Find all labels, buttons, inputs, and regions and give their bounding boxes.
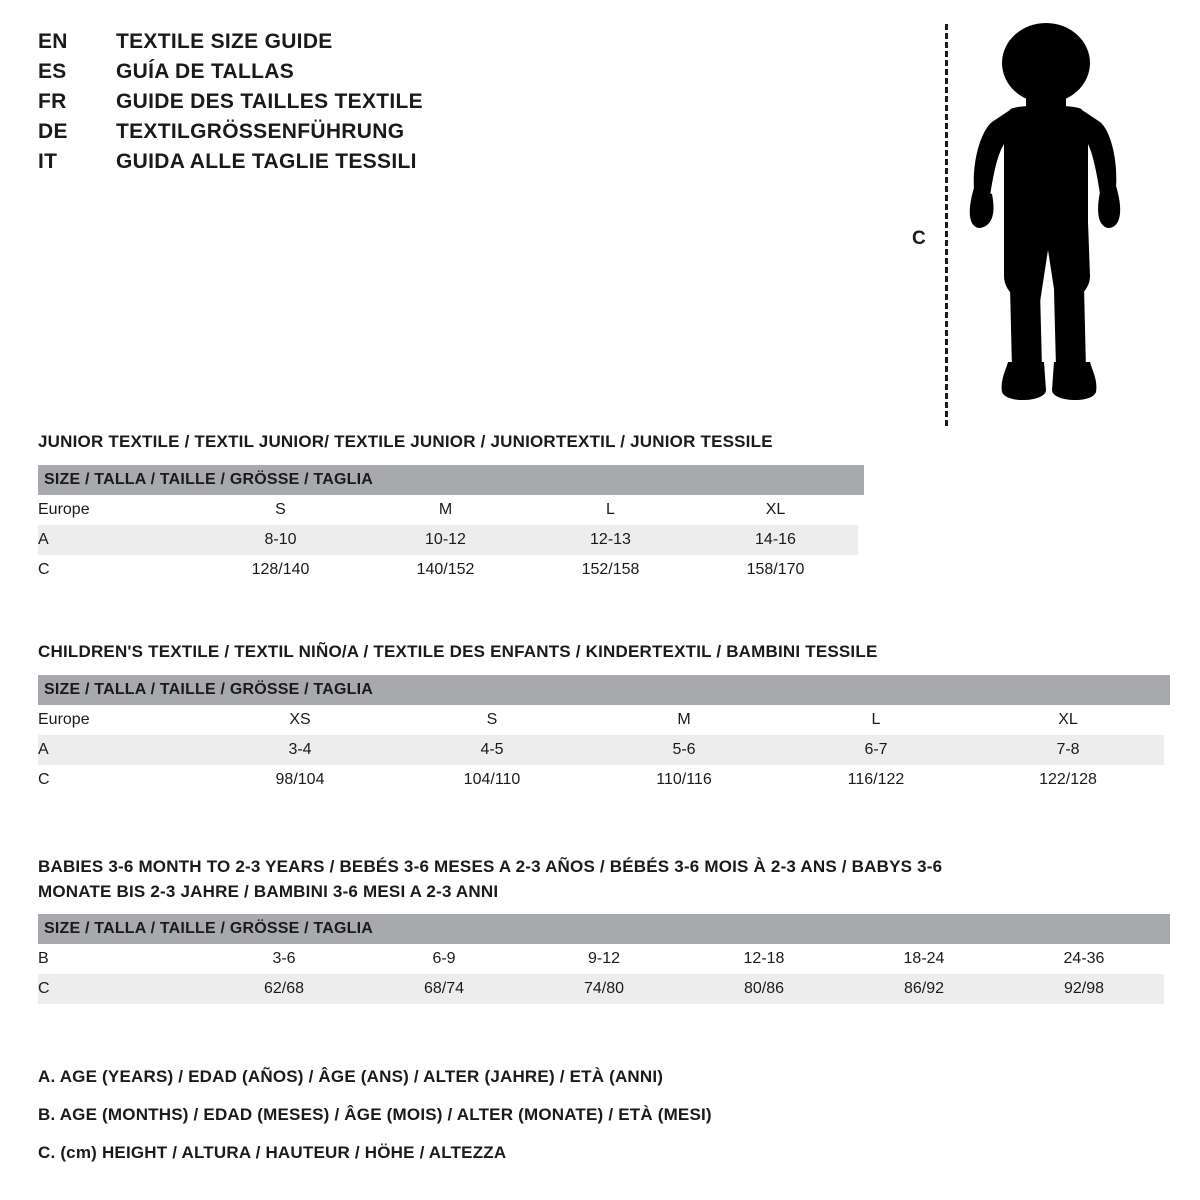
table-row xyxy=(38,555,858,585)
children-row-c-v4: 116/122 xyxy=(780,765,972,795)
junior-header-xl: XL xyxy=(693,495,858,525)
height-dashed-line xyxy=(945,24,948,426)
header-title-fr: GUIDE DES TAILLES TEXTILE xyxy=(116,90,423,113)
babies-row-b-v4: 12-18 xyxy=(684,944,844,974)
header-title-es: GUÍA DE TALLAS xyxy=(116,60,295,83)
babies-size-table xyxy=(38,944,1164,1004)
header-lang-en: EN xyxy=(38,30,68,53)
header-row xyxy=(38,60,598,84)
junior-row-a-v3: 12-13 xyxy=(528,525,693,555)
size-band-children: SIZE / TALLA / TAILLE / GRÖSSE / TAGLIA xyxy=(38,675,1170,705)
header-lang-es: ES xyxy=(38,60,67,83)
legend-line-c: C. (cm) HEIGHT / ALTURA / HAUTEUR / HÖHE / ALTEZZA xyxy=(38,1143,507,1162)
junior-row-c-v3: 152/158 xyxy=(528,555,693,585)
table-row xyxy=(38,705,1164,735)
table-row xyxy=(38,974,1164,1004)
size-band-junior: SIZE / TALLA / TAILLE / GRÖSSE / TAGLIA xyxy=(38,465,864,495)
section-title-babies: BABIES 3-6 MONTH TO 2-3 YEARS / BEBÉS 3-6 MESES A 2-3 AÑOS / BÉBÉS 3-6 MOIS À 2-3 ANS / BABYS 3-6 MONATE BIS 2-3 JAHRE / BAMBINI 3-6 MESI A 2-3 ANNI xyxy=(38,857,943,901)
babies-row-c-v2: 68/74 xyxy=(364,974,524,1004)
header-row xyxy=(38,120,598,144)
section-children-textile xyxy=(38,640,1164,795)
babies-row-c-v6: 92/98 xyxy=(1004,974,1164,1004)
babies-row-c-v1: 62/68 xyxy=(204,974,364,1004)
section-junior-textile xyxy=(38,430,1164,585)
children-row-c-key: C xyxy=(38,765,204,795)
table-row xyxy=(38,525,858,555)
babies-row-b-v1: 3-6 xyxy=(204,944,364,974)
header-row xyxy=(38,150,598,174)
babies-row-c-v3: 74/80 xyxy=(524,974,684,1004)
children-row-c-v5: 122/128 xyxy=(972,765,1164,795)
junior-row-a-v1: 8-10 xyxy=(198,525,363,555)
section-title-children: CHILDREN'S TEXTILE / TEXTIL NIÑO/A / TEXTILE DES ENFANTS / KINDERTEXTIL / BAMBINI TESSILE xyxy=(38,642,878,661)
babies-row-c-v4: 80/86 xyxy=(684,974,844,1004)
children-header-l: L xyxy=(780,705,972,735)
section-babies-textile xyxy=(38,855,1164,1004)
table-row xyxy=(38,735,1164,765)
babies-row-b-v3: 9-12 xyxy=(524,944,684,974)
children-header-xs: XS xyxy=(204,705,396,735)
legend-line-b: B. AGE (MONTHS) / EDAD (MESES) / ÂGE (MOIS) / ALTER (MONATE) / ETÀ (MESI) xyxy=(38,1105,712,1124)
children-row-a-v2: 4-5 xyxy=(396,735,588,765)
junior-size-table xyxy=(38,495,858,585)
junior-row-c-key: C xyxy=(38,555,198,585)
header-lang-de: DE xyxy=(38,120,68,143)
header-title-en: TEXTILE SIZE GUIDE xyxy=(116,30,333,53)
junior-header-key: Europe xyxy=(38,495,198,525)
size-band-babies: SIZE / TALLA / TAILLE / GRÖSSE / TAGLIA xyxy=(38,914,1170,944)
junior-row-c-v4: 158/170 xyxy=(693,555,858,585)
junior-row-c-v1: 128/140 xyxy=(198,555,363,585)
child-silhouette-icon xyxy=(950,18,1150,430)
children-header-key: Europe xyxy=(38,705,204,735)
babies-row-b-v6: 24-36 xyxy=(1004,944,1164,974)
babies-row-c-v5: 86/92 xyxy=(844,974,1004,1004)
children-header-xl: XL xyxy=(972,705,1164,735)
children-header-s: S xyxy=(396,705,588,735)
section-title-junior: JUNIOR TEXTILE / TEXTIL JUNIOR/ TEXTILE JUNIOR / JUNIORTEXTIL / JUNIOR TESSILE xyxy=(38,432,773,451)
junior-row-a-v4: 14-16 xyxy=(693,525,858,555)
header-row xyxy=(38,30,598,54)
children-row-a-v1: 3-4 xyxy=(204,735,396,765)
header-lang-it: IT xyxy=(38,150,58,173)
babies-row-b-v2: 6-9 xyxy=(364,944,524,974)
table-row xyxy=(38,765,1164,795)
header-row xyxy=(38,90,598,114)
children-row-a-v3: 5-6 xyxy=(588,735,780,765)
junior-header-s: S xyxy=(198,495,363,525)
legend-line-a: A. AGE (YEARS) / EDAD (AÑOS) / ÂGE (ANS) / ALTER (JAHRE) / ETÀ (ANNI) xyxy=(38,1067,664,1086)
table-row xyxy=(38,495,858,525)
language-title-block xyxy=(38,30,598,180)
header-title-de: TEXTILGRÖSSENFÜHRUNG xyxy=(116,120,405,143)
children-row-c-v1: 98/104 xyxy=(204,765,396,795)
header-title-it: GUIDA ALLE TAGLIE TESSILI xyxy=(116,150,417,173)
babies-row-b-v5: 18-24 xyxy=(844,944,1004,974)
table-row xyxy=(38,944,1164,974)
junior-header-l: L xyxy=(528,495,693,525)
children-row-c-v2: 104/110 xyxy=(396,765,588,795)
junior-row-a-key: A xyxy=(38,525,198,555)
junior-row-c-v2: 140/152 xyxy=(363,555,528,585)
children-header-m: M xyxy=(588,705,780,735)
header-lang-fr: FR xyxy=(38,90,67,113)
children-row-a-key: A xyxy=(38,735,204,765)
junior-row-a-v2: 10-12 xyxy=(363,525,528,555)
children-row-a-v4: 6-7 xyxy=(780,735,972,765)
height-measurement-figure xyxy=(890,10,1180,430)
children-size-table xyxy=(38,705,1164,795)
babies-row-c-key: C xyxy=(38,974,204,1004)
babies-row-b-key: B xyxy=(38,944,204,974)
legend-block xyxy=(38,1068,1138,1182)
children-row-c-v3: 110/116 xyxy=(588,765,780,795)
children-row-a-v5: 7-8 xyxy=(972,735,1164,765)
figure-height-label: C xyxy=(912,228,926,249)
junior-header-m: M xyxy=(363,495,528,525)
